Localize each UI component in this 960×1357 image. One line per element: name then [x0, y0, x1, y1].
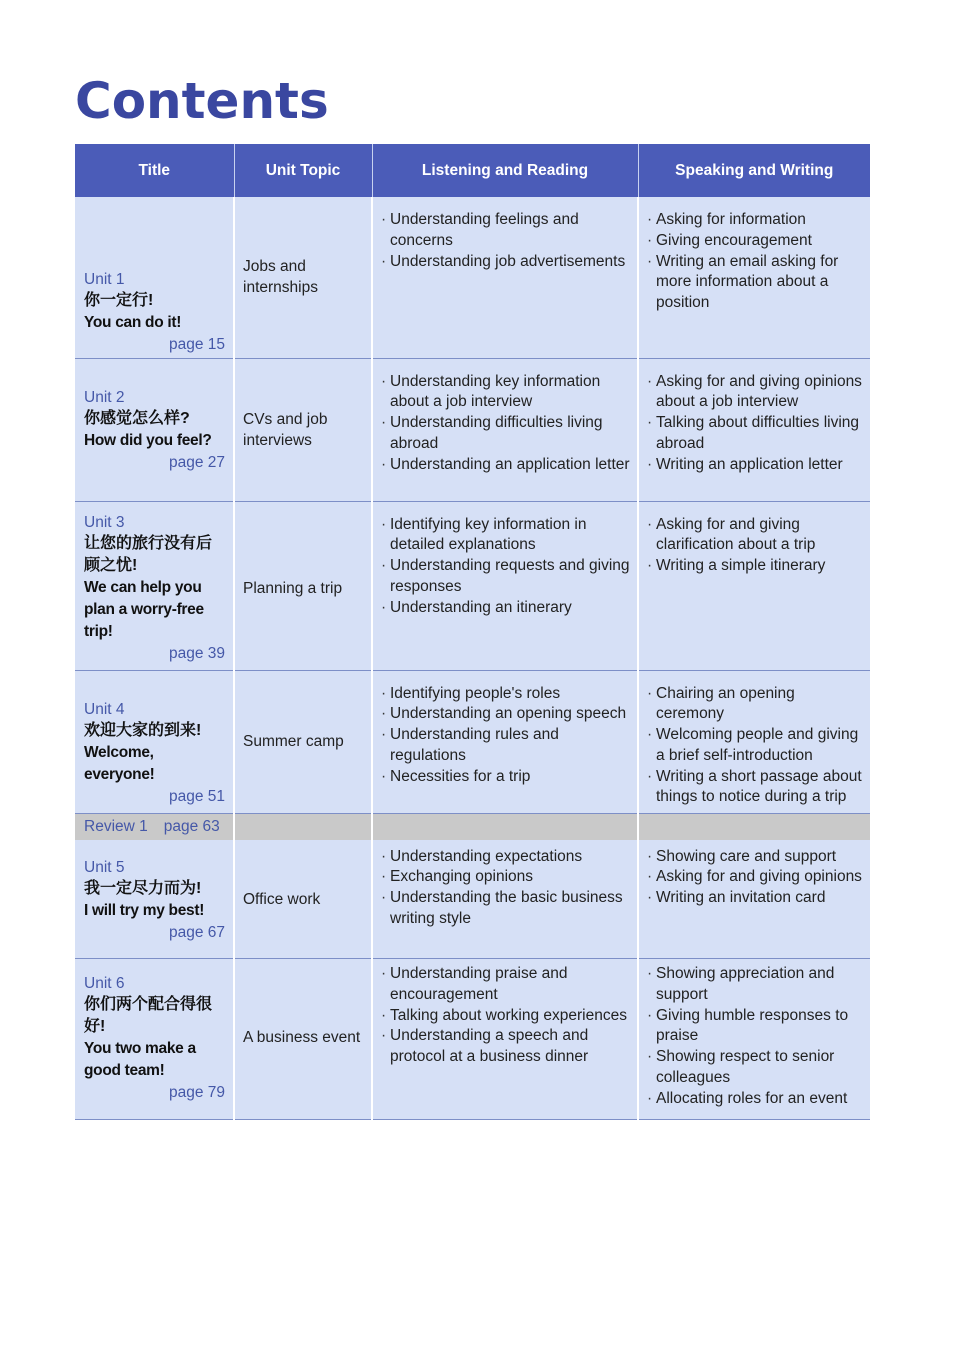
unit-english-title: I will try my best!: [84, 901, 205, 919]
list-item: · Understanding a speech and protocol at a business dinner: [376, 1026, 631, 1068]
unit-chinese-title: 欢迎大家的到来!: [84, 721, 202, 739]
unit-chinese-title: 你们两个配合得很好!: [84, 996, 213, 1035]
list-item: · Asking for and giving opinions: [642, 867, 864, 888]
list-item: · Giving encouragement: [642, 231, 864, 252]
speaking-writing-cell: [638, 358, 870, 501]
review-empty-cell: [638, 813, 870, 840]
unit-topic: A business event: [243, 1029, 361, 1046]
list-item: · Chairing an opening ceremony: [642, 684, 864, 726]
list-item: · Identifying key information in detailed explanations: [376, 515, 631, 557]
list-item: · Talking about difficulties living abroad: [642, 413, 864, 455]
listening-reading-cell: [372, 670, 638, 813]
review-page: page 63: [163, 817, 220, 835]
page-title: Contents: [75, 72, 329, 130]
unit-page: page 39: [168, 644, 225, 662]
list-item: · Writing a short passage about things to notice during a trip: [642, 767, 864, 809]
list-item: · Exchanging opinions: [376, 867, 631, 888]
list-item: · Showing appreciation and support: [642, 964, 864, 1006]
header-speaking-writing: Speaking and Writing: [638, 144, 870, 197]
unit-english-title: Welcome, everyone!: [84, 743, 155, 783]
list-item: · Talking about working experiences: [376, 1006, 631, 1027]
unit-topic: Jobs and internships: [243, 258, 318, 296]
unit-title-cell: [75, 358, 234, 501]
unit-chinese-title: 你一定行!: [84, 292, 154, 309]
list-item: · Showing respect to senior colleagues: [642, 1047, 864, 1089]
unit-page: page 27: [168, 453, 225, 471]
review-empty-cell: [234, 813, 372, 840]
unit-label: Unit 4: [84, 700, 125, 718]
unit-page: page 79: [168, 1084, 225, 1101]
list-item: · Understanding feelings and concerns: [376, 210, 631, 252]
speaking-writing-cell: [638, 840, 870, 959]
table-row: [75, 358, 870, 501]
unit-title-cell: [75, 197, 234, 358]
list-item: · Welcoming people and giving a brief self-introduction: [642, 725, 864, 767]
unit-english-title: We can help you plan a worry-free trip!: [84, 578, 204, 640]
unit-topic-cell: [234, 840, 372, 959]
speaking-writing-cell: [638, 501, 870, 670]
list-item: · Showing care and support: [642, 847, 864, 868]
unit-page: page 51: [168, 787, 225, 805]
unit-topic-cell: [234, 501, 372, 670]
list-item: · Asking for and giving clarification about a trip: [642, 515, 864, 557]
list-item: · Understanding an itinerary: [376, 598, 631, 619]
list-item: · Understanding requests and giving responses: [376, 556, 631, 598]
list-item: · Understanding key information about a job interview: [376, 372, 631, 414]
unit-label: Unit 1: [84, 271, 125, 288]
list-item: · Understanding expectations: [376, 847, 631, 868]
list-item: · Allocating roles for an event: [642, 1089, 864, 1110]
unit-label: Unit 3: [84, 513, 125, 531]
list-item: · Writing an email asking for more information about a position: [642, 252, 864, 314]
unit-topic: Office work: [243, 890, 321, 908]
unit-page: page 15: [168, 336, 225, 353]
speaking-writing-cell: [638, 197, 870, 358]
unit-topic-cell: [234, 670, 372, 813]
unit-topic-cell: [234, 959, 372, 1120]
unit-title-cell: [75, 501, 234, 670]
unit-label: Unit 6: [84, 975, 125, 992]
table-row: [75, 197, 870, 358]
unit-label: Unit 2: [84, 388, 125, 406]
speaking-writing-cell: [638, 670, 870, 813]
list-item: · Identifying people's roles: [376, 684, 631, 705]
list-item: · Writing a simple itinerary: [642, 556, 864, 577]
unit-page: page 67: [168, 923, 225, 941]
unit-english-title: You two make a good team!: [84, 1040, 196, 1079]
table-row: [75, 501, 870, 670]
unit-title-cell: [75, 840, 234, 959]
header-title: Title: [75, 144, 234, 197]
table-row: [75, 670, 870, 813]
list-item: · Giving humble responses to praise: [642, 1006, 864, 1048]
review-empty-cell: [372, 813, 638, 840]
list-item: · Writing an invitation card: [642, 888, 864, 909]
list-item: · Understanding an application letter: [376, 455, 631, 476]
list-item: · Understanding an opening speech: [376, 704, 631, 725]
unit-chinese-title: 你感觉怎么样?: [84, 409, 190, 427]
header-row: [75, 144, 870, 197]
listening-reading-cell: [372, 197, 638, 358]
unit-topic: CVs and job interviews: [243, 410, 328, 449]
table-row: [75, 959, 870, 1120]
list-item: · Understanding rules and regulations: [376, 725, 631, 767]
unit-english-title: You can do it!: [84, 314, 182, 331]
list-item: · Writing an application letter: [642, 455, 864, 476]
unit-topic-cell: [234, 358, 372, 501]
unit-chinese-title: 我一定尽力而为!: [84, 879, 202, 897]
listening-reading-cell: [372, 501, 638, 670]
unit-chinese-title: 让您的旅行没有后顾之忧!: [84, 534, 213, 574]
list-item: · Asking for information: [642, 210, 864, 231]
listening-reading-cell: [372, 840, 638, 959]
list-item: · Asking for and giving opinions about a job interview: [642, 372, 864, 414]
listening-reading-cell: [372, 959, 638, 1120]
unit-label: Unit 5: [84, 858, 125, 876]
unit-english-title: How did you feel?: [84, 431, 212, 449]
listening-reading-cell: [372, 358, 638, 501]
unit-topic-cell: [234, 197, 372, 358]
unit-topic: Planning a trip: [243, 579, 343, 597]
review-cell: [75, 813, 234, 840]
unit-topic: Summer camp: [243, 732, 344, 750]
contents-table: [75, 144, 870, 1120]
header-unit-topic: Unit Topic: [234, 144, 372, 197]
review-row: [75, 813, 870, 840]
speaking-writing-cell: [638, 959, 870, 1120]
list-item: · Understanding difficulties living abroad: [376, 413, 631, 455]
list-item: · Understanding the basic business writing style: [376, 888, 631, 930]
header-listening-reading: Listening and Reading: [372, 144, 638, 197]
unit-title-cell: [75, 959, 234, 1120]
table-row: [75, 840, 870, 959]
list-item: · Understanding praise and encouragement: [376, 964, 631, 1006]
review-label: Review 1: [84, 817, 148, 835]
list-item: · Necessities for a trip: [376, 767, 631, 788]
unit-title-cell: [75, 670, 234, 813]
list-item: · Understanding job advertisements: [376, 252, 631, 273]
